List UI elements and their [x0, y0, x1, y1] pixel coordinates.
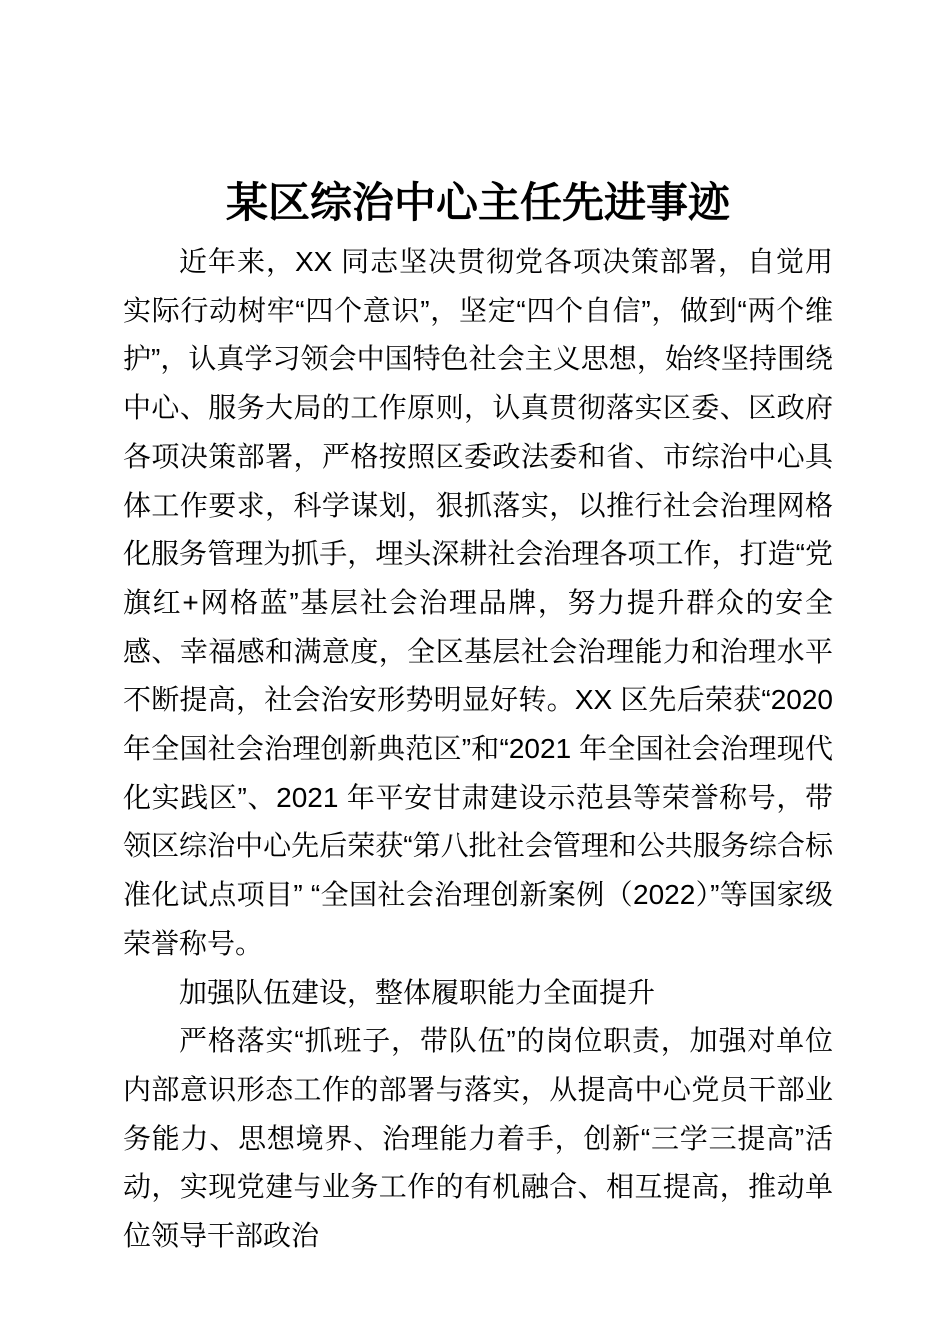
document-title: 某区综治中心主任先进事迹	[225, 181, 730, 227]
document-body	[123, 238, 833, 1261]
section-body-paragraph: 严格落实“抓班子，带队伍”的岗位职责，加强对单位内部意识形态工作的部署与落实，从提高中心党员干部业务能力、思想境界、治理能力着手，创新“三学三提高”活动，实现党建与业务工作的有机融合、相互提高，推动单位领导干部政治	[123, 1025, 833, 1252]
section-heading-paragraph: 加强队伍建设，整体履职能力全面提升	[179, 976, 656, 1008]
intro-paragraph: 近年来，XX 同志坚决贯彻党各项决策部署，自觉用实际行动树牢“四个意识”，坚定“四个自信”，做到“两个维护”，认真学习领会中国特色社会主义思想，始终坚持围绕中心、服务大局的工作原则，认真贯彻落实区委、区政府各项决策部署，严格按照区委政法委和省、市综治中心具体工作要求，科学谋划，狠抓落实，以推行社会治理网格化服务管理为抓手，埋头深耕社会治理各项工作，打造“党旗红+网格蓝”基层社会治理品牌，努力提升群众的安全感、幸福感和满意度，全区基层社会治理能力和治理水平不断提高，社会治安形势明显好转。XX 区先后荣获“2020 年全国社会治理创新典范区”和“2021 年全国社会治理现代化实践区”、2021 年平安甘肃建设示范县等荣誉称号，带领区综治中心先后荣获“第八批社会管理和公共服务综合标准化试点项目” “全国社会治理创新案例（2022）”等国家级荣誉称号。	[123, 246, 833, 959]
